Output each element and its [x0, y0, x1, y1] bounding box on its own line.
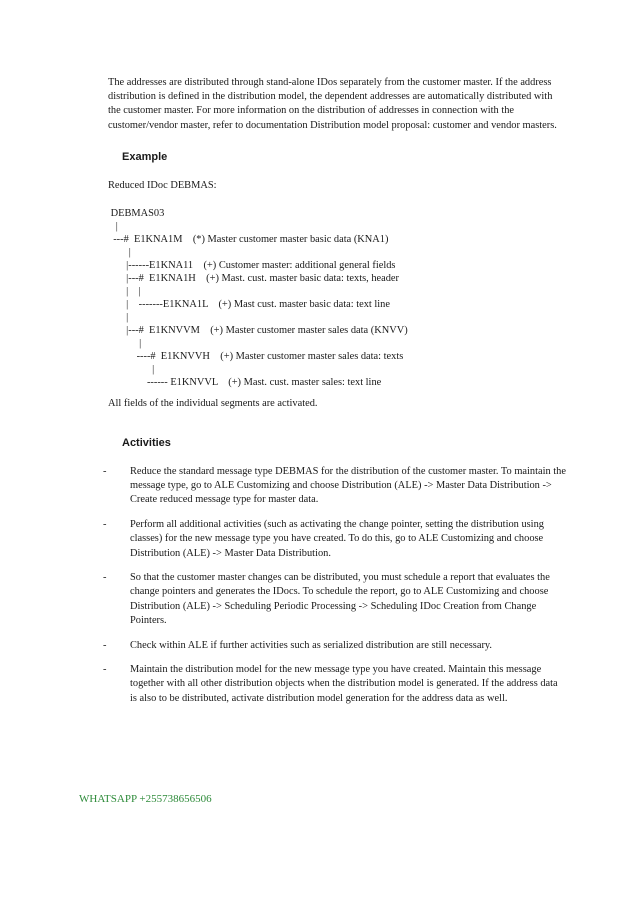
tree-line: | — [108, 247, 131, 258]
tree-line: | — [108, 312, 129, 323]
tree-line: | — [108, 338, 142, 349]
activity-text: Maintain the distribution model for the new message type you have created. Maintain this message together with all other distribution objects when the distribution model is generated. If the address data is also to be distributed, activate distribution model generation for the address data as well. — [130, 664, 558, 704]
activities-list — [96, 465, 566, 716]
tree-line: |---# E1KNA1H (+) Mast. cust. master basic data: texts, header — [108, 273, 400, 284]
tree-line: | — [108, 221, 118, 232]
reduced-idoc-label: Reduced IDoc DEBMAS: — [108, 180, 217, 191]
whatsapp-footer: WHATSAPP +255738656506 — [79, 793, 212, 805]
list-item — [96, 639, 566, 653]
list-item — [96, 571, 566, 628]
tree-line: ----# E1KNVVH (+) Master customer master sales data: texts — [108, 351, 404, 362]
activity-text: Reduce the standard message type DEBMAS for the distribution of the customer master. To maintain the message type, go to ALE Customizing and choose Distribution (ALE) -> Master Data Distribution -> Create reduced message type for master data. — [130, 466, 566, 506]
tree-line: |---# E1KNVVM (+) Master customer master sales data (KNVV) — [108, 325, 408, 336]
tree-line: ---# E1KNA1M (*) Master customer master basic data (KNA1) — [108, 234, 389, 245]
example-heading: Example — [122, 151, 168, 163]
intro-paragraph: The addresses are distributed through stand-alone IDos separately from the customer master. If the address distribution is defined in the distribution model, the dependent addresses are automatically distributed with the customer master. For more information on the distribution of addresses in connection with the customer/vendor master, refer to documentation Distribution model proposal: customer and vendor masters. — [108, 77, 557, 131]
activity-text: So that the customer master changes can be distributed, you must schedule a report that evaluates the change pointers and generates the IDocs. To schedule the report, go to ALE Customizing and choose Distribution (ALE) -> Scheduling Periodic Processing -> Scheduling IDoc Creation from Change Pointers. — [130, 572, 550, 626]
list-item — [96, 663, 566, 706]
activities-heading: Activities — [122, 437, 171, 449]
list-item — [96, 465, 566, 508]
activity-text: Perform all additional activities (such as activating the change pointer, setting the distribution using classes) for the new message type you have created. To do this, go to ALE Customizing and choose Distribution (ALE) -> Master Data Distribution. — [130, 519, 544, 559]
idoc-structure-tree — [108, 207, 568, 387]
bullet-dash: - — [103, 466, 107, 477]
tree-line: | | — [108, 286, 141, 297]
activity-text: Check within ALE if further activities such as serialized distribution are still necessary. — [130, 639, 493, 651]
bullet-dash: - — [103, 664, 107, 676]
tree-line: | -------E1KNA1L (+) Mast cust. master basic data: text line — [108, 299, 390, 310]
all-fields-note: All fields of the individual segments are activated. — [108, 398, 318, 409]
bullet-dash: - — [103, 519, 107, 531]
bullet-dash: - — [103, 572, 107, 584]
list-item — [96, 518, 566, 561]
tree-line: ------ E1KNVVL (+) Mast. cust. master sales: text line — [108, 377, 382, 388]
tree-line: | — [108, 364, 155, 375]
tree-line: |------E1KNA11 (+) Customer master: additional general fields — [108, 260, 396, 271]
tree-line: DEBMAS03 — [108, 208, 165, 219]
bullet-dash: - — [103, 639, 107, 651]
